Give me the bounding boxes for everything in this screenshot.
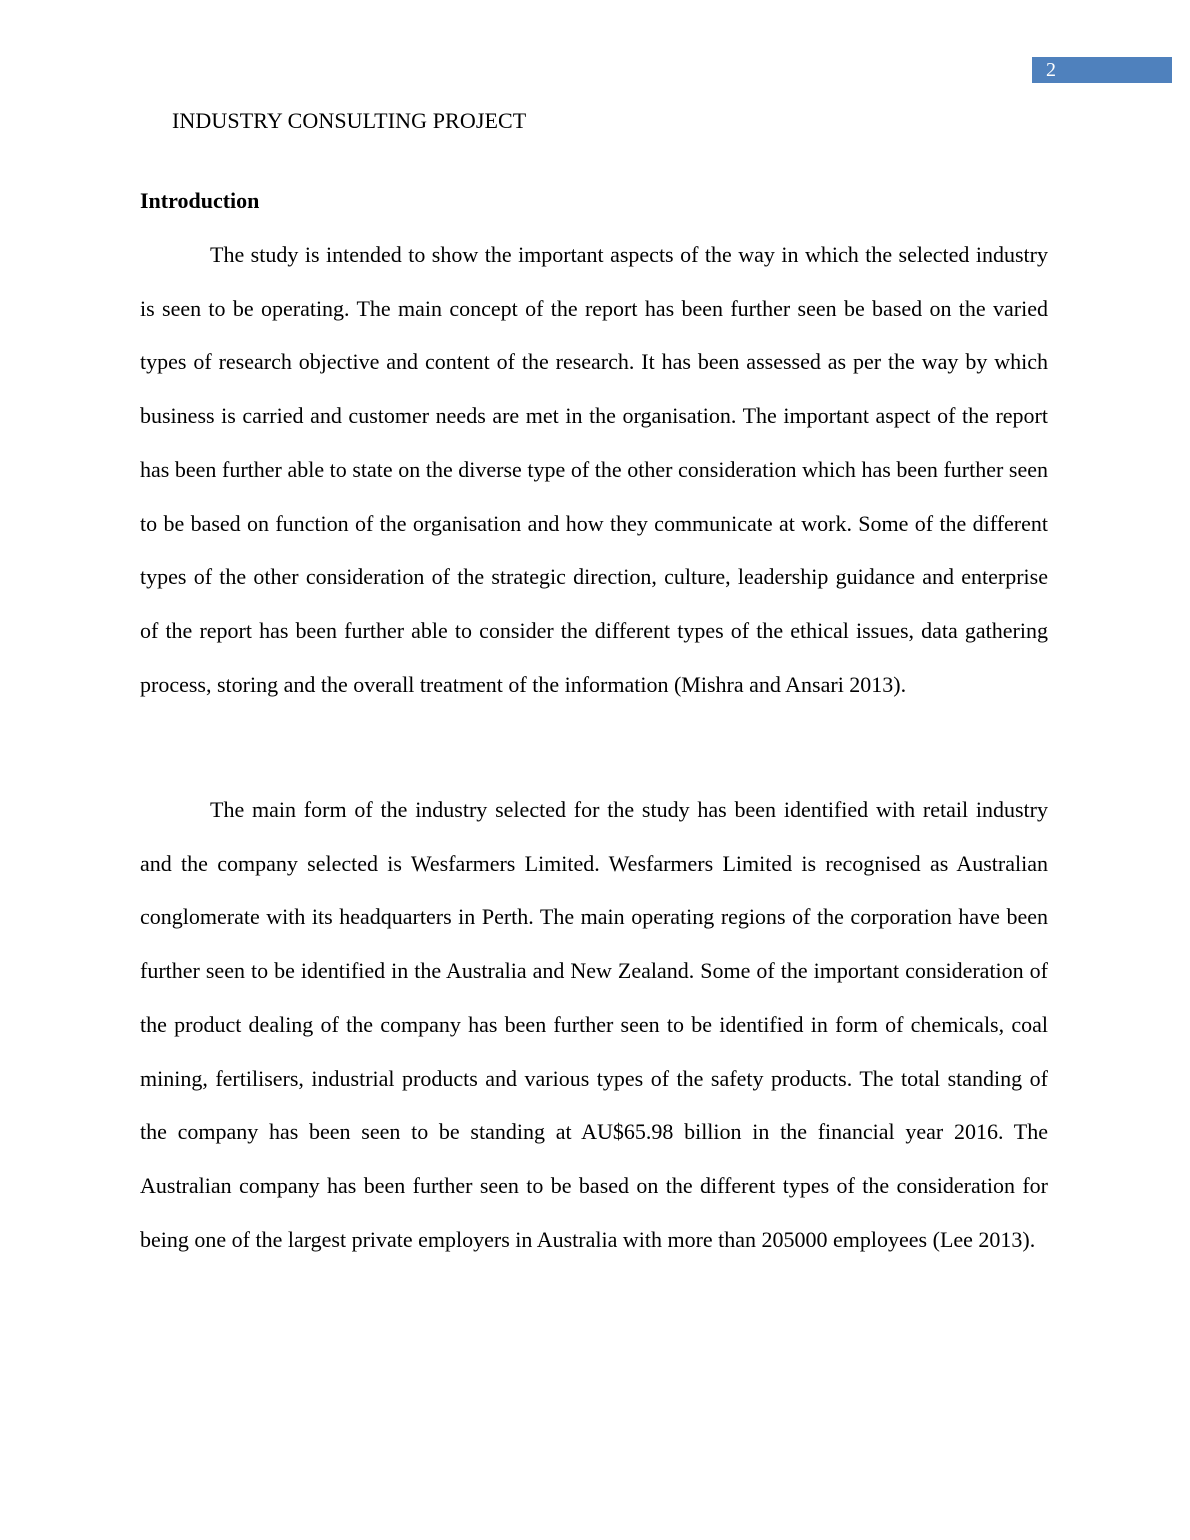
page-number-bar xyxy=(1032,57,1172,83)
body-paragraph-2: The main form of the industry selected for the study has been identified with retail industry and the company selected is Wesfarmers Limited. Wesfarmers Limited is recognised as Australian conglomerate with its headquarters in Perth. The main operating regions of the corporation have been further seen to be identified in the Australia and New Zealand. Some of the important consideration of the product dealing of the company has been further seen to be identified in form of chemicals, coal mining, fertilisers, industrial products and various types of the safety products. The total standing of the company has been seen to be standing at AU$65.98 billion in the financial year 2016. The Australian company has been further seen to be based on the different types of the consideration for being one of the largest private employers in Australia with more than 205000 employees (Lee 2013). xyxy=(140,797,1048,1252)
running-head: INDUSTRY CONSULTING PROJECT xyxy=(172,108,527,133)
body-paragraph-1: The study is intended to show the important aspects of the way in which the selected industry is seen to be operating. The main concept of the report has been further seen be based on the varied types of research objective and content of the research. It has been assessed as per the way by which business is carried and customer needs are met in the organisation. The important aspect of the report has been further able to state on the diverse type of the other consideration which has been further seen to be based on function of the organisation and how they communicate at work. Some of the different types of the other consideration of the strategic direction, culture, leadership guidance and enterprise of the report has been further able to consider the different types of the ethical issues, data gathering process, storing and the overall treatment of the information (Mishra and Ansari 2013). xyxy=(140,242,1048,697)
section-heading-introduction: Introduction xyxy=(140,188,260,213)
page-number: 2 xyxy=(1046,59,1056,81)
